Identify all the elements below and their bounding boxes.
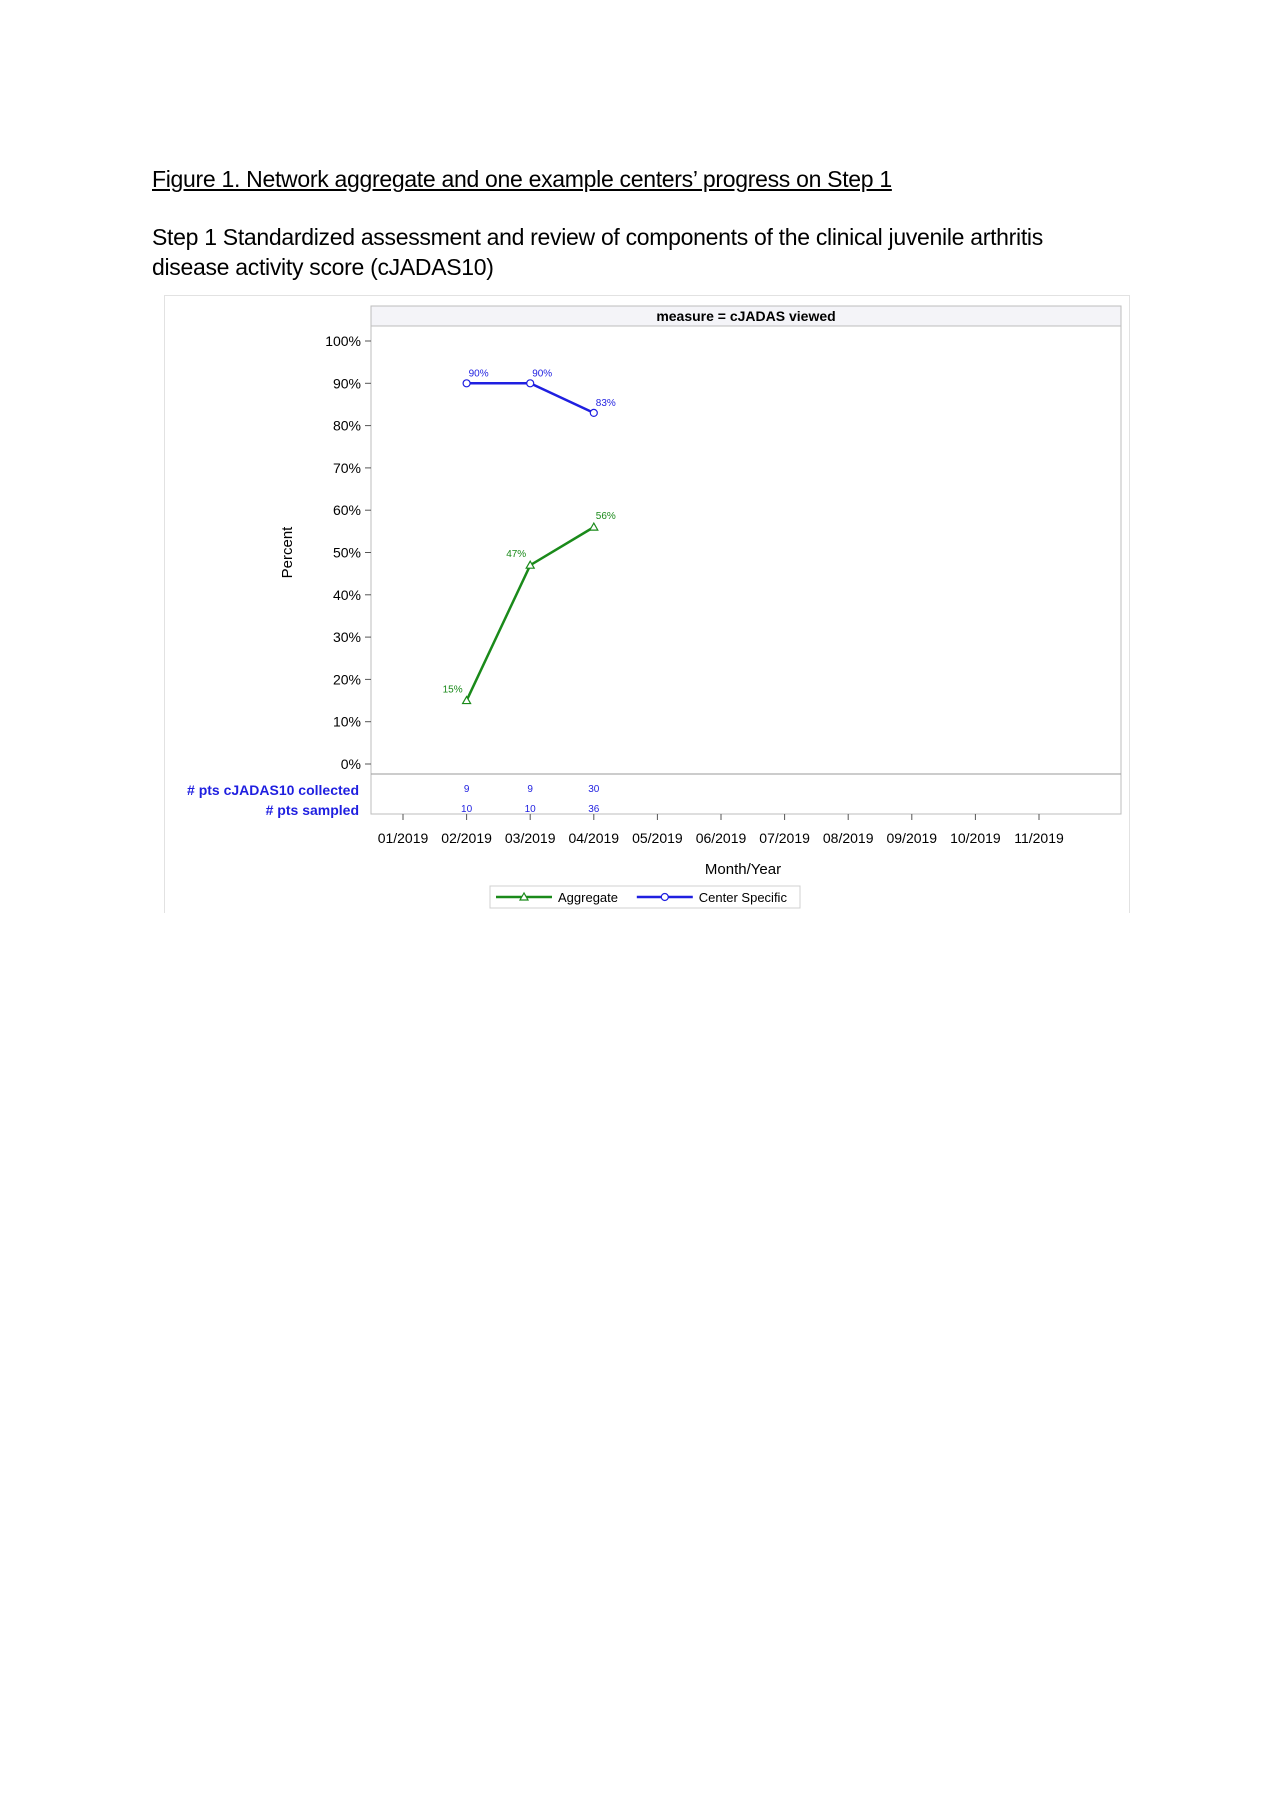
y-axis-label: Percent [279, 526, 296, 579]
x-tick-label: 09/2019 [886, 830, 938, 846]
data-point [590, 409, 597, 416]
legend-label: Aggregate [558, 890, 618, 905]
y-tick-label: 40% [332, 586, 361, 603]
data-label: 15% [442, 684, 463, 696]
x-tick-label: 08/2019 [822, 830, 874, 846]
y-tick-label: 90% [332, 375, 361, 392]
y-tick-label: 10% [332, 713, 361, 730]
x-tick-label: 10/2019 [950, 830, 1001, 846]
data-label: 47% [506, 549, 527, 561]
chart-frame [164, 295, 1130, 913]
table-cell: 9 [527, 784, 533, 795]
x-tick-label: 06/2019 [695, 830, 747, 846]
series-line-center-specific [467, 383, 594, 413]
figure-caption: Step 1 Standardized assessment and review of components of the clinical juvenile arthritis disease activity score (cJADAS10) [152, 224, 1043, 280]
x-tick-label: 04/2019 [568, 830, 620, 846]
data-label: 56% [595, 511, 616, 523]
plot-area [371, 326, 1121, 814]
x-tick-label: 01/2019 [377, 830, 429, 846]
legend-label: Center Specific [698, 890, 787, 905]
x-tick-label: 03/2019 [504, 830, 556, 846]
x-tick-label: 07/2019 [759, 830, 810, 846]
data-label: 83% [595, 397, 616, 409]
table-row-label: # pts cJADAS10 collected [187, 782, 359, 798]
table-row-label: # pts sampled [265, 802, 359, 818]
y-tick-label: 80% [332, 417, 361, 434]
table-cell: 10 [461, 804, 473, 815]
table-cell: 36 [588, 804, 600, 815]
data-point [527, 380, 534, 387]
y-tick-label: 50% [332, 544, 361, 561]
data-label: 90% [532, 368, 553, 380]
x-tick-label: 02/2019 [441, 830, 492, 846]
data-point [590, 523, 598, 530]
x-axis-label: Month/Year [704, 861, 782, 878]
y-tick-label: 70% [332, 459, 361, 476]
figure-title: Figure 1. Network aggregate and one example centers’ progress on Step 1 [152, 166, 892, 192]
legend-marker [661, 894, 668, 901]
line-chart [165, 296, 1129, 913]
table-cell: 9 [463, 784, 470, 795]
table-cell: 10 [524, 804, 536, 815]
y-tick-label: 100% [325, 333, 361, 349]
data-label: 90% [468, 368, 489, 380]
series-line-aggregate [467, 527, 594, 700]
y-tick-label: 30% [332, 629, 361, 646]
data-point [463, 697, 471, 704]
data-point [463, 380, 470, 387]
y-tick-label: 20% [332, 671, 361, 688]
x-tick-label: 05/2019 [632, 830, 683, 846]
y-tick-label: 60% [332, 502, 361, 519]
y-tick-label: 0% [340, 756, 361, 772]
table-cell: 30 [588, 784, 600, 795]
panel-title: measure = cJADAS viewed [656, 308, 836, 324]
x-tick-label: 11/2019 [1014, 830, 1064, 846]
